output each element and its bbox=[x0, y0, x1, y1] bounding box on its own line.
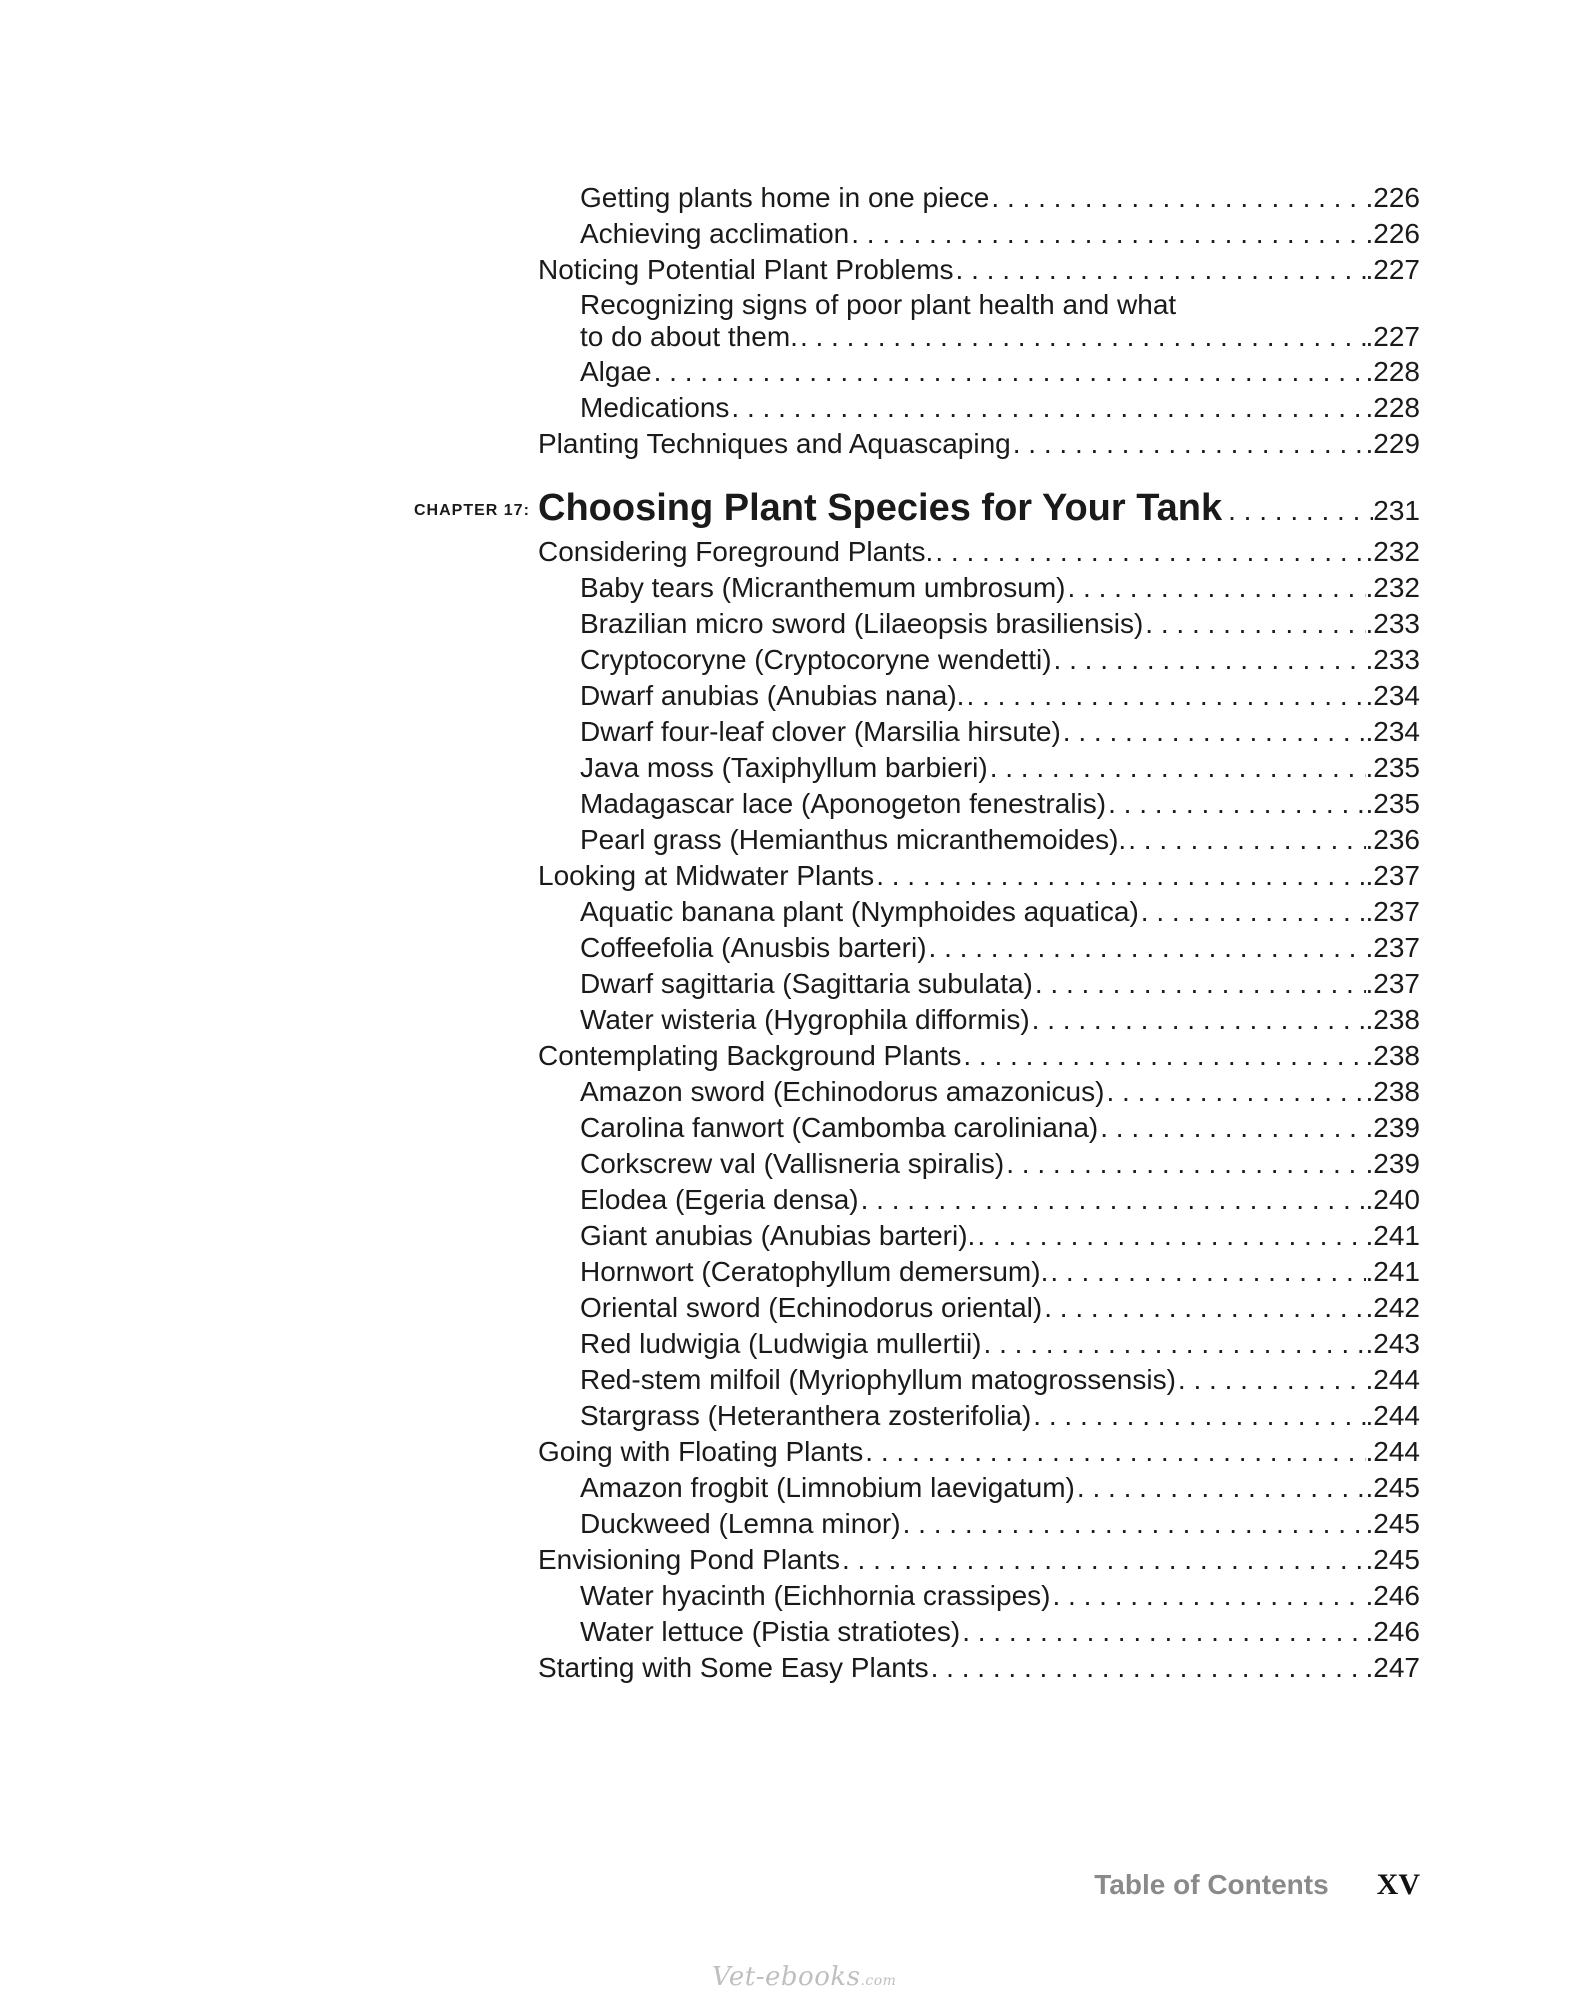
toc-entry-page-number: .241 bbox=[1365, 1256, 1420, 1287]
toc-entry-title: Dwarf anubias (Anubias nana). bbox=[580, 680, 965, 711]
toc-entry-row bbox=[0, 642, 1593, 678]
toc-entry-page-number: .227 bbox=[1365, 322, 1420, 352]
dot-leader bbox=[1065, 570, 1365, 606]
dot-leader bbox=[954, 252, 1366, 288]
toc-entry-page-number: .236 bbox=[1365, 824, 1420, 855]
dot-leader bbox=[652, 354, 1366, 390]
toc-entry-row bbox=[0, 1578, 1593, 1614]
dot-leader bbox=[1004, 1146, 1365, 1182]
toc-entry-row bbox=[0, 1182, 1593, 1218]
toc-entry-level-2[interactable] bbox=[580, 1290, 1420, 1326]
dot-leader bbox=[1143, 606, 1365, 642]
toc-entry-row bbox=[0, 390, 1593, 426]
dot-leader bbox=[933, 534, 1365, 570]
toc-entry-page-number: .235 bbox=[1365, 788, 1420, 819]
toc-entry-title: Coffeefolia (Anusbis barteri) bbox=[580, 932, 927, 963]
dot-leader bbox=[1222, 495, 1373, 527]
toc-entry-page-number: .232 bbox=[1365, 572, 1420, 603]
toc-entry-title: Contemplating Background Plants bbox=[538, 1040, 962, 1071]
toc-entry-row bbox=[0, 714, 1593, 750]
toc-entry-title: Noticing Potential Plant Problems bbox=[538, 254, 954, 285]
chapter-label: CHAPTER 17: bbox=[414, 502, 530, 519]
toc-entry-level-2[interactable] bbox=[580, 1074, 1420, 1110]
toc-entry-row bbox=[0, 750, 1593, 786]
toc-entry-title: Carolina fanwort (Cambomba caroliniana) bbox=[580, 1112, 1099, 1143]
toc-entry-title: Aquatic banana plant (Nymphoides aquatica) bbox=[580, 896, 1139, 927]
toc-entry-row bbox=[0, 570, 1593, 606]
toc-entry-level-2[interactable] bbox=[580, 786, 1420, 822]
dot-leader bbox=[989, 180, 1365, 216]
toc-entry-page-number: .245 bbox=[1365, 1472, 1420, 1503]
toc-entry-title: Java moss (Taxiphyllum barbieri) bbox=[580, 752, 988, 783]
toc-entry-row bbox=[0, 1038, 1593, 1074]
toc-entry-title: Elodea (Egeria densa) bbox=[580, 1184, 859, 1215]
toc-entry-page-number: .240 bbox=[1365, 1184, 1420, 1215]
toc-entry-level-1[interactable] bbox=[538, 534, 1420, 570]
dot-leader bbox=[1050, 1578, 1365, 1614]
dot-leader bbox=[798, 322, 1366, 352]
toc-entry-title-line-1: Recognizing signs of poor plant health and what bbox=[580, 289, 1177, 320]
dot-leader bbox=[964, 678, 1365, 714]
toc-entry-title: Algae bbox=[580, 356, 652, 387]
toc-entry-page-number: .226 bbox=[1365, 218, 1420, 249]
dot-leader bbox=[1048, 1254, 1365, 1290]
toc-entry-row bbox=[0, 1326, 1593, 1362]
toc-entry-page-number: .246 bbox=[1365, 1616, 1420, 1647]
toc-entry-level-2[interactable] bbox=[580, 642, 1420, 678]
toc-entry-level-2[interactable] bbox=[580, 1470, 1420, 1506]
toc-entry-level-1[interactable] bbox=[538, 252, 1420, 288]
dot-leader bbox=[1052, 642, 1366, 678]
toc-entry-level-2[interactable] bbox=[580, 966, 1420, 1002]
toc-entry-row bbox=[0, 1110, 1593, 1146]
footer-section-title: Table of Contents bbox=[1094, 1869, 1329, 1900]
toc-entry-title: Planting Techniques and Aquascaping bbox=[538, 428, 1011, 459]
toc-entry-row bbox=[0, 1506, 1593, 1542]
toc-entry-title: Oriental sword (Echinodorus oriental) bbox=[580, 1292, 1043, 1323]
watermark-suffix: .com bbox=[860, 1973, 897, 1989]
toc-entry-row bbox=[0, 1254, 1593, 1290]
dot-leader bbox=[1042, 1290, 1365, 1326]
toc-entry-page-number: .242 bbox=[1365, 1292, 1420, 1323]
toc-entry-level-2[interactable] bbox=[580, 714, 1420, 750]
toc-entry-row bbox=[0, 678, 1593, 714]
toc-entry-title: Cryptocoryne (Cryptocoryne wendetti) bbox=[580, 644, 1052, 675]
toc-entry-row bbox=[0, 1614, 1593, 1650]
dot-leader bbox=[1176, 1362, 1366, 1398]
dot-leader bbox=[975, 1218, 1365, 1254]
toc-entry-title: Water wisteria (Hygrophila difformis) bbox=[580, 1004, 1030, 1035]
toc-entry-page-number: .243 bbox=[1365, 1328, 1420, 1359]
toc-entry-row bbox=[0, 1290, 1593, 1326]
chapter-page-number: 231 bbox=[1373, 495, 1420, 526]
toc-entry-level-2[interactable] bbox=[580, 822, 1420, 858]
toc-entry-level-1[interactable] bbox=[538, 1038, 1420, 1074]
toc-entry-page-number: .245 bbox=[1365, 1508, 1420, 1539]
toc-entry-level-2[interactable] bbox=[580, 1146, 1420, 1182]
toc-entry-level-2[interactable] bbox=[580, 606, 1420, 642]
toc-entry-title: Stargrass (Heteranthera zosterifolia) bbox=[580, 1400, 1032, 1431]
dot-leader bbox=[927, 930, 1366, 966]
dot-leader bbox=[982, 1326, 1366, 1362]
toc-entry-title: Pearl grass (Hemianthus micranthemoides). bbox=[580, 824, 1127, 855]
toc-entry-level-1[interactable] bbox=[538, 1542, 1420, 1578]
dot-leader bbox=[988, 750, 1366, 786]
toc-entry-level-1[interactable] bbox=[538, 858, 1420, 894]
toc-entry-row bbox=[0, 354, 1593, 390]
dot-leader bbox=[1031, 1398, 1365, 1434]
toc-entry-row bbox=[0, 534, 1593, 570]
dot-leader bbox=[961, 1038, 1365, 1074]
toc-entry-level-1[interactable] bbox=[538, 1434, 1420, 1470]
toc-entry-page-number: .246 bbox=[1365, 1580, 1420, 1611]
toc-entry-page-number: .245 bbox=[1365, 1544, 1420, 1575]
toc-entry-page-number: .234 bbox=[1365, 716, 1420, 747]
toc-entry-page-number: .239 bbox=[1365, 1148, 1420, 1179]
toc-entry-page-number: .227 bbox=[1365, 254, 1420, 285]
toc-entry-level-2[interactable] bbox=[580, 1506, 1420, 1542]
toc-entry-title: Madagascar lace (Aponogeton fenestralis) bbox=[580, 788, 1107, 819]
toc-entry-level-1[interactable] bbox=[538, 1650, 1420, 1686]
toc-section-after-chapter bbox=[0, 534, 1593, 1686]
toc-entry-title: Medications bbox=[580, 392, 730, 423]
toc-entry-level-2[interactable] bbox=[580, 930, 1420, 966]
toc-entry-level-2[interactable] bbox=[580, 1398, 1420, 1434]
toc-entry-title: Getting plants home in one piece bbox=[580, 182, 990, 213]
toc-entry-title: Starting with Some Easy Plants bbox=[538, 1652, 929, 1683]
toc-entry-row bbox=[0, 252, 1593, 288]
toc-entry-row bbox=[0, 426, 1593, 462]
toc-entry-title: Red ludwigia (Ludwigia mullertii) bbox=[580, 1328, 982, 1359]
toc-entry-row bbox=[0, 1434, 1593, 1470]
watermark-text: Vet-ebooks bbox=[712, 1962, 861, 1992]
toc-entry-page-number: .228 bbox=[1365, 356, 1420, 387]
toc-entry-page-number: .239 bbox=[1365, 1112, 1420, 1143]
toc-entry-page-number: .244 bbox=[1365, 1400, 1420, 1431]
toc-entry-row bbox=[0, 858, 1593, 894]
toc-entry-row bbox=[0, 1362, 1593, 1398]
toc-entry-page-number: .238 bbox=[1365, 1004, 1420, 1035]
toc-entry-title: Amazon sword (Echinodorus amazonicus) bbox=[580, 1076, 1105, 1107]
dot-leader bbox=[1033, 966, 1366, 1002]
dot-leader bbox=[1030, 1002, 1366, 1038]
toc-entry-title: Hornwort (Ceratophyllum demersum). bbox=[580, 1256, 1049, 1287]
toc-entry-title: Amazon frogbit (Limnobium laevigatum) bbox=[580, 1472, 1075, 1503]
toc-entry-line-2 bbox=[580, 322, 1420, 352]
toc-entry-row bbox=[0, 1650, 1593, 1686]
toc-entry-level-2[interactable] bbox=[580, 1326, 1420, 1362]
toc-entry-title: Dwarf four-leaf clover (Marsilia hirsute) bbox=[580, 716, 1061, 747]
dot-leader bbox=[929, 1650, 1366, 1686]
toc-entry-page-number: .233 bbox=[1365, 608, 1420, 639]
toc-entry-level-2[interactable] bbox=[580, 1614, 1420, 1650]
toc-entry-level-2[interactable] bbox=[580, 1002, 1420, 1038]
toc-entry-title-line-2: to do about them. bbox=[580, 322, 798, 352]
toc-entry-level-2[interactable] bbox=[580, 354, 1420, 390]
toc-entry-page-number: .234 bbox=[1365, 680, 1420, 711]
toc-entry-page-number: .241 bbox=[1365, 1220, 1420, 1251]
toc-entry-page-number: .228 bbox=[1365, 392, 1420, 423]
dot-leader bbox=[729, 390, 1365, 426]
toc-entry-page-number: .238 bbox=[1365, 1076, 1420, 1107]
toc-entry-page-number: .229 bbox=[1365, 428, 1420, 459]
toc-entry-level-2[interactable] bbox=[580, 180, 1420, 216]
toc-entry-row bbox=[0, 1074, 1593, 1110]
toc-entry-page-number: .237 bbox=[1365, 968, 1420, 999]
toc-entry-page-number: .247 bbox=[1365, 1652, 1420, 1683]
toc-entry-title: Water lettuce (Pistia stratiotes) bbox=[580, 1616, 961, 1647]
dot-leader bbox=[1011, 426, 1366, 462]
toc-entry-level-2[interactable] bbox=[580, 1362, 1420, 1398]
toc-entry-title: Corkscrew val (Vallisneria spiralis) bbox=[580, 1148, 1005, 1179]
toc-entry-page-number: .237 bbox=[1365, 860, 1420, 891]
toc-entry-title: Going with Floating Plants bbox=[538, 1436, 864, 1467]
toc-entry-level-2[interactable] bbox=[580, 1182, 1420, 1218]
toc-entry-page-number: .226 bbox=[1365, 182, 1420, 213]
toc-entry-page-number: .244 bbox=[1365, 1364, 1420, 1395]
dot-leader bbox=[1098, 1110, 1365, 1146]
toc-entry-title: Water hyacinth (Eichhornia crassipes) bbox=[580, 1580, 1051, 1611]
toc-entry-row bbox=[0, 894, 1593, 930]
toc-entry-level-2[interactable] bbox=[0, 288, 1593, 354]
dot-leader bbox=[840, 1542, 1366, 1578]
toc-entry-title: Red-stem milfoil (Myriophyllum matogrossensis) bbox=[580, 1364, 1176, 1395]
toc-section-before-chapter bbox=[0, 180, 1593, 462]
dot-leader bbox=[1139, 894, 1366, 930]
page-footer bbox=[1094, 1868, 1420, 1902]
watermark-logo bbox=[712, 1962, 896, 1992]
toc-entry-level-2[interactable] bbox=[580, 1218, 1420, 1254]
toc-entry-page-number: .238 bbox=[1365, 1040, 1420, 1071]
toc-entry-level-2[interactable] bbox=[580, 750, 1420, 786]
toc-entry-page-number: .233 bbox=[1365, 644, 1420, 675]
toc-entry-row bbox=[0, 180, 1593, 216]
toc-entry-level-2[interactable] bbox=[580, 1578, 1420, 1614]
dot-leader bbox=[901, 1506, 1366, 1542]
toc-entry-row bbox=[0, 822, 1593, 858]
toc-entry-level-2[interactable] bbox=[580, 1254, 1420, 1290]
toc-entry-row bbox=[0, 786, 1593, 822]
toc-entry-level-2[interactable] bbox=[580, 1110, 1420, 1146]
dot-leader bbox=[1061, 714, 1366, 750]
toc-entry-row bbox=[0, 1398, 1593, 1434]
dot-leader bbox=[849, 216, 1365, 252]
footer-page-number: XV bbox=[1376, 1868, 1420, 1901]
dot-leader bbox=[1104, 1074, 1365, 1110]
toc-entry-title: Giant anubias (Anubias barteri). bbox=[580, 1220, 976, 1251]
toc-entry-title: Dwarf sagittaria (Sagittaria subulata) bbox=[580, 968, 1033, 999]
dot-leader bbox=[859, 1182, 1366, 1218]
toc-entry-title: Baby tears (Micranthemum umbrosum) bbox=[580, 572, 1066, 603]
toc-entry-title: Looking at Midwater Plants bbox=[538, 860, 875, 891]
toc-entry-row bbox=[0, 1470, 1593, 1506]
dot-leader bbox=[1106, 786, 1365, 822]
chapter-title: Choosing Plant Species for Your Tank bbox=[538, 487, 1223, 529]
dot-leader bbox=[1075, 1470, 1366, 1506]
chapter-heading-row[interactable] bbox=[0, 484, 1593, 532]
toc-entry-page-number: .244 bbox=[1365, 1436, 1420, 1467]
toc-entry-level-2[interactable] bbox=[580, 678, 1420, 714]
toc-entry-level-2[interactable] bbox=[580, 894, 1420, 930]
toc-entry-row bbox=[0, 1542, 1593, 1578]
toc-entry-row bbox=[0, 1002, 1593, 1038]
table-of-contents bbox=[0, 180, 1593, 1686]
toc-entry-row bbox=[0, 606, 1593, 642]
toc-entry-level-2[interactable] bbox=[580, 390, 1420, 426]
toc-entry-level-2[interactable] bbox=[580, 216, 1420, 252]
toc-entry-page-number: .237 bbox=[1365, 896, 1420, 927]
toc-entry-row bbox=[0, 1146, 1593, 1182]
toc-entry-title: Envisioning Pond Plants bbox=[538, 1544, 840, 1575]
toc-entry-title: Duckweed (Lemna minor) bbox=[580, 1508, 901, 1539]
toc-entry-page-number: .235 bbox=[1365, 752, 1420, 783]
toc-entry-title: Achieving acclimation bbox=[580, 218, 850, 249]
toc-entry-page-number: .232 bbox=[1365, 536, 1420, 567]
dot-leader bbox=[1126, 822, 1365, 858]
toc-entry-page-number: .237 bbox=[1365, 932, 1420, 963]
toc-entry-title: Considering Foreground Plants. bbox=[538, 536, 934, 567]
chapter-entry[interactable] bbox=[538, 484, 1420, 532]
toc-entry-title: Brazilian micro sword (Lilaeopsis brasiliensis) bbox=[580, 608, 1144, 639]
toc-entry-level-1[interactable] bbox=[538, 426, 1420, 462]
toc-entry-level-2[interactable] bbox=[580, 570, 1420, 606]
dot-leader bbox=[874, 858, 1365, 894]
dot-leader bbox=[863, 1434, 1365, 1470]
dot-leader bbox=[960, 1614, 1365, 1650]
toc-entry-row bbox=[0, 930, 1593, 966]
toc-entry-row bbox=[0, 966, 1593, 1002]
toc-entry-row bbox=[0, 1218, 1593, 1254]
toc-entry-row bbox=[0, 216, 1593, 252]
